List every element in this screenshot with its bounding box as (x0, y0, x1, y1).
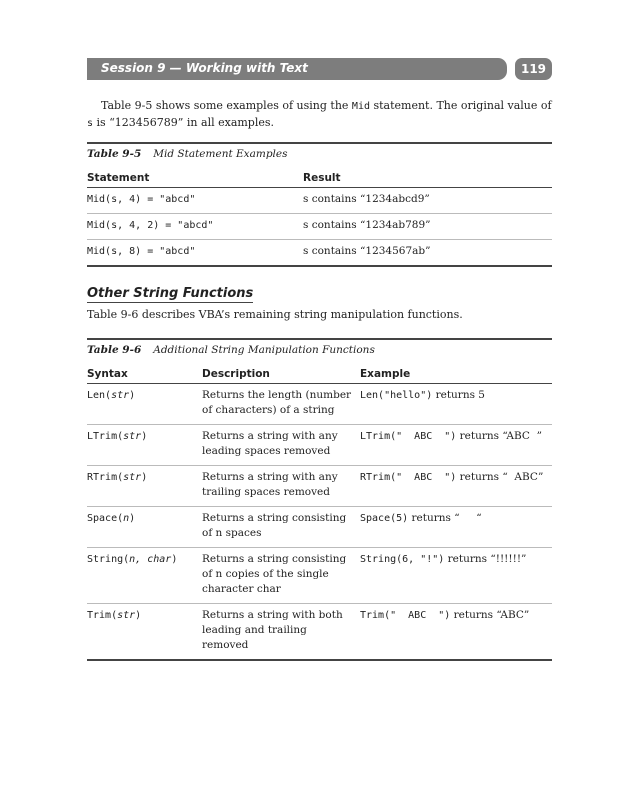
example-text: returns “ABC ” (456, 430, 542, 442)
table-9-6 (87, 338, 552, 661)
cell-description: Returns a string with both leading and trailing removed (202, 609, 343, 651)
intro-text: statement. The original value of (369, 99, 552, 112)
cell-syntax (87, 552, 202, 597)
cell-statement: Mid(s, 8) = "abcd" (87, 246, 196, 257)
syntax-fn: Len( (87, 390, 112, 401)
cell-syntax (87, 470, 202, 500)
syntax-fn: Trim( (87, 610, 118, 621)
column-header: Example (360, 368, 411, 380)
syntax-arg: str (123, 472, 142, 483)
syntax-fn: Space( (87, 513, 124, 524)
caption-text: Mid Statement Examples (153, 148, 288, 160)
cell-statement: Mid(s, 4) = "abcd" (87, 194, 196, 205)
example-code: Len("hello") (360, 390, 433, 401)
caption-number: Table 9-5 (87, 148, 142, 160)
syntax-close: ) (135, 610, 142, 621)
cell-result: s contains “1234ab789” (303, 219, 431, 231)
cell-example (360, 429, 552, 459)
intro-text: Table 9-5 shows some examples of using the (101, 99, 352, 112)
table-row (87, 214, 552, 240)
cell-syntax (87, 429, 202, 459)
cell-example (360, 552, 552, 597)
syntax-close: ) (129, 513, 136, 524)
table-header (87, 362, 552, 384)
running-header (87, 58, 507, 80)
cell-syntax (87, 608, 202, 653)
table-row (87, 466, 552, 507)
intro-code: s (87, 118, 94, 129)
table-caption (87, 142, 552, 166)
syntax-fn: String( (87, 554, 130, 565)
example-text: returns “ ABC” (456, 471, 544, 483)
cell-description: Returns a string with any leading spaces removed (202, 430, 338, 457)
syntax-arg: str (123, 431, 142, 442)
table-9-5 (87, 142, 552, 267)
table-row (87, 188, 552, 214)
section-heading: Other String Functions (87, 286, 254, 301)
intro-paragraph (87, 98, 552, 132)
example-text: returns “ABC” (450, 609, 530, 621)
example-text: returns “!!!!!!” (444, 553, 527, 565)
caption-number: Table 9-6 (87, 344, 142, 356)
syntax-close: ) (171, 554, 178, 565)
page-number: 119 (515, 58, 552, 80)
example-code: LTrim(" ABC ") (360, 431, 457, 442)
example-code: RTrim(" ABC ") (360, 472, 457, 483)
table-row (87, 240, 552, 267)
syntax-close: ) (141, 431, 148, 442)
cell-statement: Mid(s, 4, 2) = "abcd" (87, 220, 214, 231)
intro-code: Mid (351, 101, 370, 112)
syntax-close: ) (141, 472, 148, 483)
column-header: Syntax (87, 368, 128, 380)
syntax-close: ) (129, 390, 136, 401)
cell-result: s contains “1234567ab” (303, 245, 431, 257)
example-code: String(6, "!") (360, 554, 445, 565)
cell-description: Returns a string consisting of n copies of the single character char (202, 553, 347, 595)
cell-example (360, 511, 552, 541)
table-row (87, 384, 552, 425)
example-text: returns “ “ (408, 512, 482, 524)
table-caption (87, 338, 552, 362)
table-row (87, 548, 552, 604)
section-paragraph: Table 9-6 describes VBA’s remaining string manipulation functions. (87, 308, 463, 321)
cell-syntax (87, 511, 202, 541)
cell-description: Returns a string consisting of n spaces (202, 512, 347, 539)
table-row (87, 604, 552, 661)
table-row (87, 425, 552, 466)
syntax-arg: n (123, 513, 130, 524)
example-code: Space(5) (360, 513, 409, 524)
cell-example (360, 470, 552, 500)
cell-example (360, 608, 552, 653)
column-header: Result (303, 172, 341, 184)
column-header: Description (202, 368, 270, 380)
table-header (87, 166, 552, 188)
syntax-arg: str (111, 390, 130, 401)
caption-text: Additional String Manipulation Functions (153, 344, 375, 356)
cell-syntax (87, 388, 202, 418)
syntax-fn: LTrim( (87, 431, 124, 442)
cell-description: Returns the length (number of characters) of a string (202, 389, 352, 416)
table-row (87, 507, 552, 548)
intro-text: is “123456789” in all examples. (93, 116, 275, 129)
header-title: Session 9 — Working with Text (101, 61, 308, 75)
syntax-arg: n, char (129, 554, 172, 565)
column-header: Statement (87, 172, 150, 184)
example-text: returns 5 (432, 389, 485, 401)
cell-example (360, 388, 552, 418)
syntax-arg: str (117, 610, 136, 621)
syntax-fn: RTrim( (87, 472, 124, 483)
cell-description: Returns a string with any trailing spaces removed (202, 471, 338, 498)
cell-result: s contains “1234abcd9” (303, 193, 430, 205)
example-code: Trim(" ABC ") (360, 610, 451, 621)
